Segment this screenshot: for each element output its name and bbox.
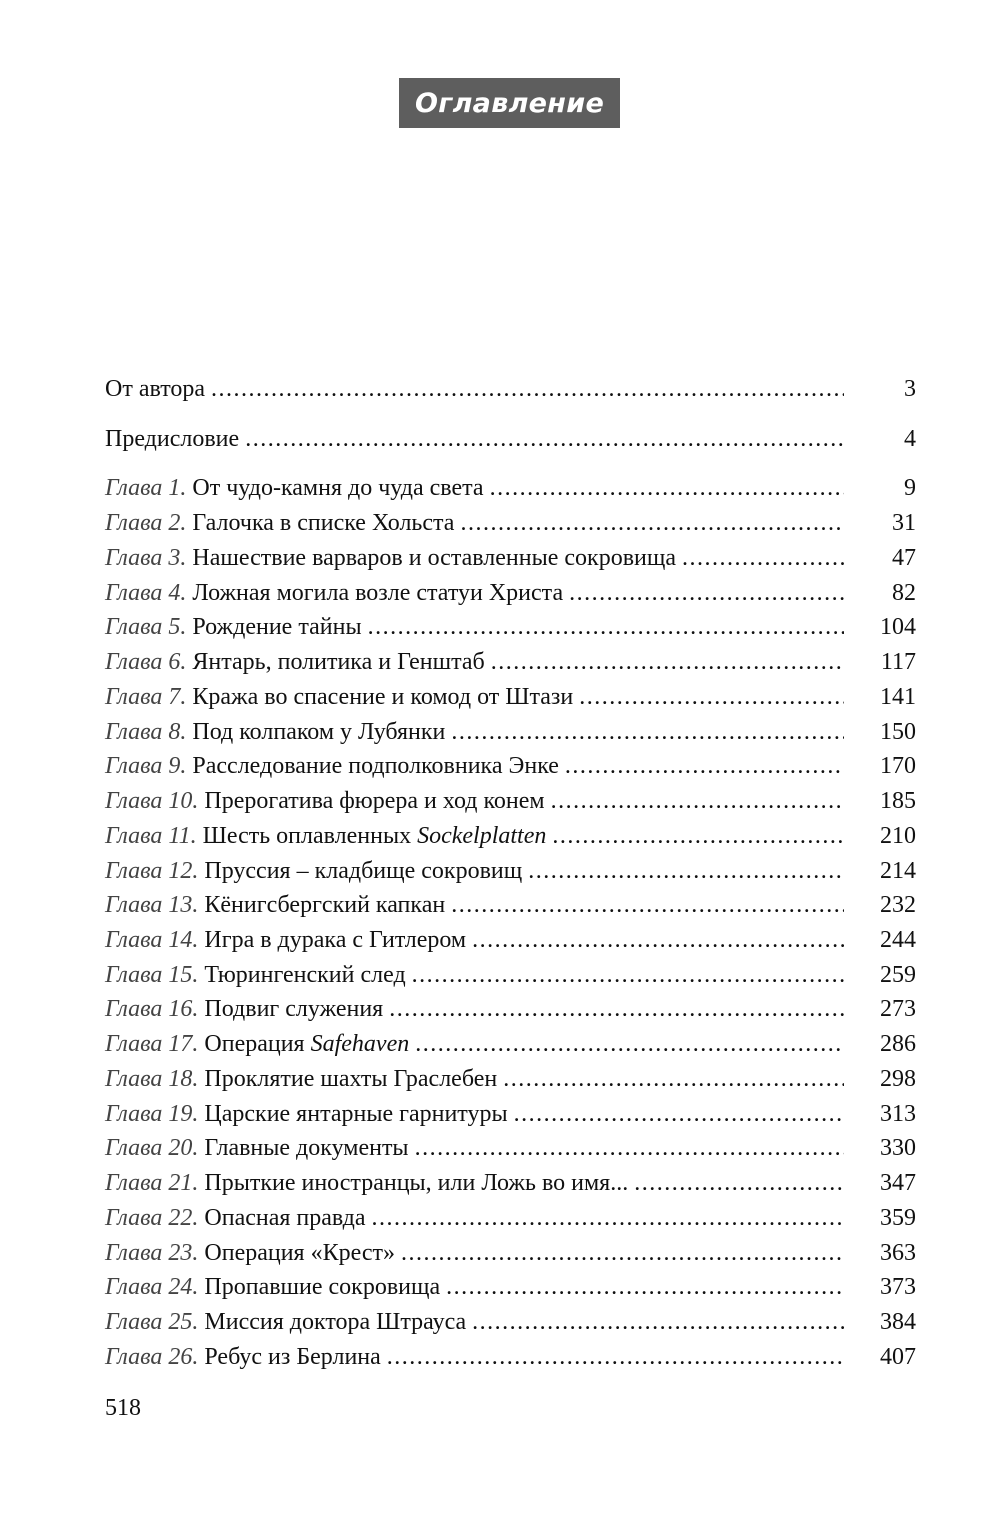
toc-page-number: 104 (880, 614, 916, 641)
toc-chapter-number: Глава 3. (105, 544, 187, 571)
toc-dot-leader (472, 923, 844, 958)
toc-entry[interactable] (105, 888, 916, 923)
toc-dot-leader (503, 1062, 844, 1097)
toc-dot-leader (451, 715, 844, 750)
toc-entry-title (204, 958, 405, 993)
toc-page-number: 347 (880, 1170, 916, 1197)
toc-entry[interactable] (105, 749, 916, 784)
toc-chapter-number: Глава 6. (105, 649, 187, 676)
toc-dot-leader (460, 506, 844, 541)
toc-entry-title (204, 1201, 365, 1236)
toc-page-number: 363 (880, 1239, 916, 1266)
toc-entry[interactable] (105, 992, 916, 1027)
toc-dot-leader (245, 422, 844, 457)
toc-entry-title (105, 422, 239, 457)
toc-dot-leader (528, 854, 844, 889)
toc-dot-leader (682, 541, 844, 576)
toc-page-number: 407 (880, 1343, 916, 1370)
toc-chapter-number: Глава 8. (105, 718, 187, 745)
toc-dot-leader (211, 372, 844, 407)
toc-entry-title (192, 680, 573, 715)
toc-chapter-number: Глава 4. (105, 579, 187, 606)
toc-entry[interactable] (105, 784, 916, 819)
toc-entry-title (204, 1131, 408, 1166)
toc-dot-leader (368, 610, 844, 645)
toc-entry[interactable] (105, 1062, 916, 1097)
toc-page-number: 4 (904, 425, 916, 452)
toc-page-number: 150 (880, 718, 916, 745)
toc-page-number: 359 (880, 1204, 916, 1231)
toc-entry[interactable] (105, 819, 916, 854)
toc-chapter-number: Глава 25. (105, 1309, 199, 1336)
toc-entry-title (204, 854, 522, 889)
toc-entry-title-text: Ребус из Берлина (204, 1343, 381, 1370)
toc-entry-title (203, 819, 547, 854)
toc-entry-title-text: Расследование подполковника Энке (192, 753, 559, 780)
toc-chapter-number: Глава 22. (105, 1204, 199, 1231)
toc-page-number: 210 (880, 822, 916, 849)
toc-entry[interactable] (105, 372, 916, 407)
toc-entry-title (204, 784, 544, 819)
toc-entry-title-text: Игра в дурака с Гитлером (204, 927, 467, 954)
toc-entry-title-text: Кража во спасение и комод от Штази (192, 683, 574, 710)
toc-chapter-number: Глава 24. (105, 1274, 199, 1301)
toc-page-number: 286 (880, 1031, 916, 1058)
table-of-contents (105, 372, 916, 1375)
toc-entry[interactable] (105, 506, 916, 541)
toc-entry-title (192, 541, 676, 576)
toc-entry[interactable] (105, 1236, 916, 1271)
toc-entry[interactable] (105, 1027, 916, 1062)
toc-entry-title-text: Кёнигсбергский капкан (204, 892, 446, 919)
toc-chapter-number: Глава 19. (105, 1100, 199, 1127)
toc-dot-leader (552, 819, 844, 854)
toc-entry-title (204, 1166, 628, 1201)
toc-entry[interactable] (105, 958, 916, 993)
toc-entry-title-text: Пруссия – кладбище сокровищ (204, 857, 523, 884)
toc-entry-title-text: Ложная могила возле статуи Христа (192, 579, 564, 606)
toc-entry[interactable] (105, 1270, 916, 1305)
toc-entry-title (204, 1062, 497, 1097)
toc-page-number: 313 (880, 1100, 916, 1127)
toc-entry[interactable] (105, 854, 916, 889)
toc-dot-leader (401, 1236, 844, 1271)
toc-entry-title-text: От автора (105, 376, 206, 402)
toc-chapter-number: Глава 17. (105, 1031, 199, 1058)
toc-entry-title-text: От чудо-камня до чуда света (192, 475, 484, 502)
toc-entry-title (192, 610, 361, 645)
toc-entry-title (204, 1305, 466, 1340)
toc-chapter-number: Глава 26. (105, 1343, 199, 1370)
toc-entry-title-text: Под колпаком у Лубянки (192, 718, 446, 745)
toc-entry[interactable] (105, 1340, 916, 1375)
toc-entry-title (192, 715, 445, 750)
toc-chapter-number: Глава 7. (105, 683, 187, 710)
toc-chapter-number: Глава 9. (105, 753, 187, 780)
toc-entry-title (204, 1027, 409, 1062)
toc-page-number: 9 (904, 475, 916, 502)
toc-entry-title-text: Подвиг служения (204, 996, 384, 1023)
toc-entry-title-text: Опасная правда (204, 1204, 366, 1231)
toc-chapter-number: Глава 15. (105, 961, 199, 988)
toc-page-number: 185 (880, 788, 916, 815)
toc-entry[interactable] (105, 680, 916, 715)
toc-entry-title-text: Миссия доктора Штрауса (204, 1309, 467, 1336)
toc-page-number: 214 (880, 857, 916, 884)
toc-dot-leader (446, 1270, 844, 1305)
toc-entry-title-text: Операция «Крест» (204, 1239, 395, 1266)
toc-page-number: 330 (880, 1135, 916, 1162)
toc-page-number: 298 (880, 1065, 916, 1092)
toc-entry-title-text: Предисловие (105, 425, 240, 452)
toc-dot-leader (565, 749, 844, 784)
toc-entry[interactable] (105, 1201, 916, 1236)
toc-dot-leader (491, 645, 844, 680)
toc-page-number: 31 (892, 510, 916, 537)
toc-dot-leader (472, 1305, 844, 1340)
toc-entry[interactable] (105, 1097, 916, 1132)
toc-dot-leader (569, 576, 844, 611)
toc-chapter-number: Глава 1. (105, 475, 187, 502)
toc-entry-title-text: Пропавшие сокровища (204, 1274, 441, 1301)
toc-entry-title (204, 923, 466, 958)
toc-entry[interactable] (105, 422, 916, 457)
toc-chapter-number: Глава 2. (105, 510, 187, 537)
toc-chapter-number: Глава 20. (105, 1135, 199, 1162)
toc-chapter-number: Глава 23. (105, 1239, 199, 1266)
toc-page-number: 384 (880, 1309, 916, 1336)
toc-entry-title (192, 506, 454, 541)
toc-page-number: 259 (880, 961, 916, 988)
page-title: Оглавление (414, 87, 605, 119)
toc-entry-title-text: Прыткие иностранцы, или Ложь во имя... (204, 1170, 629, 1197)
toc-entry[interactable] (105, 610, 916, 645)
toc-entry[interactable] (105, 471, 916, 506)
toc-entry-title-text: Шесть оплавленных (202, 822, 418, 849)
toc-entry-title (192, 576, 563, 611)
toc-dot-leader (415, 1027, 844, 1062)
toc-entry-title (204, 1236, 395, 1271)
toc-dot-leader (412, 958, 844, 993)
toc-entry-title (192, 749, 559, 784)
toc-page-number: 373 (880, 1274, 916, 1301)
page-title-banner (399, 78, 620, 128)
toc-dot-leader (387, 1340, 844, 1375)
toc-page-number: 82 (892, 579, 916, 606)
toc-entry[interactable] (105, 715, 916, 750)
toc-dot-leader (579, 680, 844, 715)
toc-entry-title-text: Прерогатива фюрера и ход конем (204, 788, 545, 815)
toc-entry-title-text: Царские янтарные гарнитуры (204, 1100, 508, 1127)
toc-dot-leader (451, 888, 844, 923)
toc-dot-leader (415, 1131, 844, 1166)
toc-page-number: 47 (892, 544, 916, 571)
toc-chapter-number: Глава 16. (105, 996, 199, 1023)
toc-entry-title (204, 888, 445, 923)
toc-entry-title-text: Нашествие варваров и оставленные сокровища (192, 544, 676, 571)
toc-entry-title-text: Янтарь, политика и Генштаб (192, 649, 485, 676)
toc-dot-leader (490, 471, 844, 506)
toc-dot-leader (634, 1166, 844, 1201)
toc-dot-leader (372, 1201, 845, 1236)
toc-entry[interactable] (105, 1305, 916, 1340)
toc-entry-title-text: Главные документы (204, 1135, 409, 1162)
toc-page-number: 170 (880, 753, 916, 780)
toc-chapter-number: Глава 21. (105, 1170, 199, 1197)
toc-entry[interactable] (105, 1131, 916, 1166)
toc-page-number: 3 (904, 376, 916, 402)
toc-chapter-number: Глава 10. (105, 788, 199, 815)
toc-entry-title (105, 372, 205, 407)
toc-chapter-number: Глава 13. (105, 892, 199, 919)
toc-entry-title-text: Галочка в списке Хольста (192, 510, 455, 537)
toc-entry-title-text: Рождение тайны (192, 614, 362, 641)
toc-entry-title (192, 471, 483, 506)
page-number: 518 (105, 1395, 141, 1421)
toc-entry[interactable] (105, 576, 916, 611)
toc-page-number: 117 (880, 649, 916, 676)
toc-entry-title-text: Операция (204, 1031, 311, 1058)
toc-entry-title (204, 1270, 440, 1305)
toc-entry-title-text: Тюрингенский след (204, 961, 406, 988)
toc-chapter-number: Глава 12. (105, 857, 199, 884)
toc-page-number: 141 (880, 683, 916, 710)
toc-chapter-number: Глава 5. (105, 614, 187, 641)
toc-chapter-number: Глава 18. (105, 1065, 199, 1092)
toc-dot-leader (514, 1097, 844, 1132)
toc-entry-title (204, 992, 383, 1027)
toc-entry-title (192, 645, 484, 680)
toc-entry-title-italic: Sockelplatten (417, 822, 547, 849)
toc-entry[interactable] (105, 923, 916, 958)
toc-chapter-number: Глава 14. (105, 927, 199, 954)
toc-entry-title (204, 1340, 380, 1375)
toc-entry[interactable] (105, 645, 916, 680)
toc-chapter-number: Глава 11. (105, 822, 197, 849)
toc-entry-title-italic: Safehaven (310, 1031, 410, 1058)
toc-entry[interactable] (105, 541, 916, 576)
toc-entry-title-text: Проклятие шахты Граслебен (204, 1065, 498, 1092)
toc-dot-leader (551, 784, 844, 819)
toc-page-number: 232 (880, 892, 916, 919)
toc-dot-leader (389, 992, 844, 1027)
toc-page-number: 244 (880, 927, 916, 954)
toc-page-number: 273 (880, 996, 916, 1023)
toc-entry-title (204, 1097, 507, 1132)
toc-entry[interactable] (105, 1166, 916, 1201)
